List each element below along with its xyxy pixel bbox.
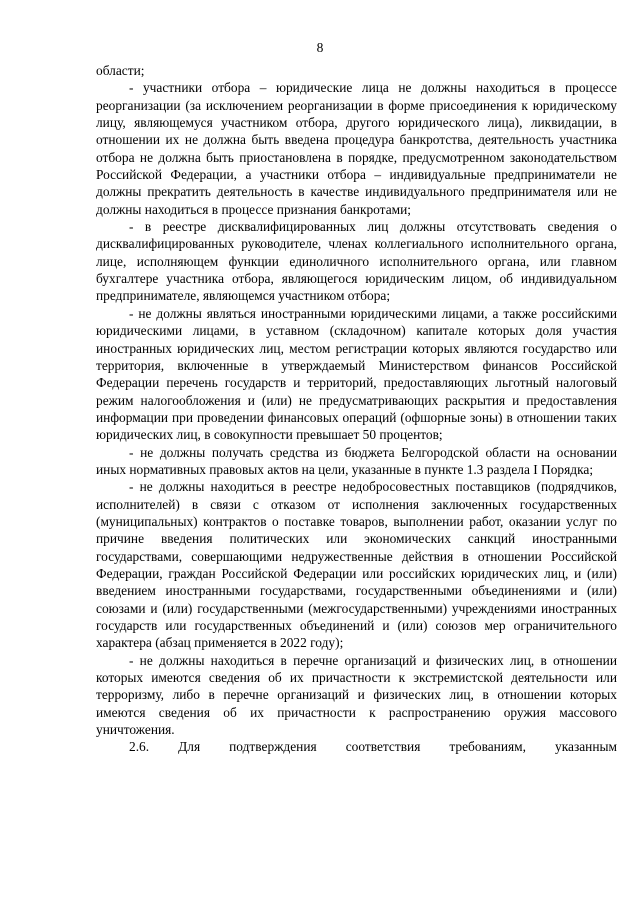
paragraph-continuation: области; xyxy=(96,63,145,78)
paragraph-budget-funds: - не должны получать средства из бюджета Белгородской области на основании иных нормативных правовых актов на цели, указанные в пункте 1.3 раздела I Порядка; xyxy=(96,444,617,477)
document-body xyxy=(96,62,617,756)
paragraph-unfair-suppliers: - не должны находиться в реестре недобросовестных поставщиков (подрядчиков, исполнителей) в связи с отказом от исполнения заключенных государственных (муниципальных) контрактов о поставке товаров, выполнении работ, оказании услуг по причине введения политических или экономических санкций иностранными государствами, совершающими недружественные действия в отношении Российской Федерации, граждан Российской Федерации или российских юридических лиц, и (или) введением иностранными государствами, государственными объединениями и (или) союзами и (или) государственными (межгосударственными) учреждениями иностранных государств или государственных объединений и (или) союзов мер ограничительного характера (абзац применяется в 2022 году); xyxy=(96,479,617,651)
paragraph-extremism-list: - не должны находиться в перечне организаций и физических лиц, в отношении которых имеются сведения об их причастности к экстремистской деятельности или терроризму, либо в перечне организаций и физических лиц, в отношении которых имеются сведения об их причастности к распространению оружия массового уничтожения. xyxy=(96,652,617,738)
paragraph-foreign-entities: - не должны являться иностранными юридическими лицами, а также российскими юридическими лицами, в уставном (складочном) капитале которых доля участия иностранных юридических лиц, местом регистрации которых являются государство или территория, включенные в утверждаемый Министерством финансов Российской Федерации перечень государств и территорий, предоставляющих льготный налоговый режим налогообложения и (или) не предусматривающих раскрытия и предоставления информации при проведении финансовых операций (офшорные зоны) в отношении таких юридических лиц, в совокупности превышает 50 процентов; xyxy=(96,305,617,443)
paragraph-reorganization: - участники отбора – юридические лица не должны находиться в процессе реорганизации (за исключением реорганизации в форме присоединения к юридическому лицу, являющемуся участником отбора, другого юридического лица), ликвидации, в отношении их не должна быть введена процедура банкротства, деятельность участника отбора не должна быть приостановлена в порядке, предусмотренном законодательством Российской Федерации, а участники отбора – индивидуальные предприниматели не должны прекратить деятельность в качестве индивидуального предпринимателя или не должны находиться в процессе признания банкротами; xyxy=(96,80,617,217)
page-number: 8 xyxy=(316,40,324,55)
paragraph-section-2-6: 2.6. Для подтверждения соответствия требованиям, указанным xyxy=(129,739,617,755)
paragraph-disqualified-registry: - в реестре дисквалифицированных лиц должны отсутствовать сведения о дисквалифицированных руководителе, членах коллегиального исполнительного органа, лице, исполняющем функции единоличного исполнительного органа, или главном бухгалтере участника отбора, являющегося юридическим лицом, об индивидуальном предпринимателе, являющемся участником отбора; xyxy=(96,219,617,304)
